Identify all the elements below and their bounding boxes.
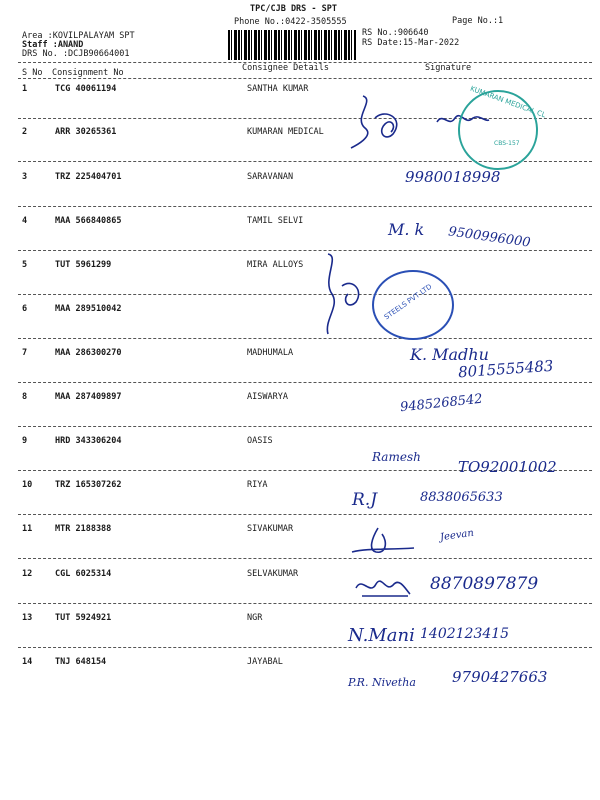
row-consignment: MAA 287409897: [55, 392, 122, 402]
row-consignment: TUT 5961299: [55, 260, 112, 270]
row-consignee: RIYA: [247, 480, 268, 490]
signature-scribble-12: [352, 570, 412, 600]
signature-row-11-text: Jeevan: [439, 527, 475, 544]
medical-stamp-text: KUMARAN MEDICAL CL: [469, 84, 547, 120]
signature-scribble-5: [318, 250, 368, 340]
row-consignment: TUT 5924921: [55, 613, 112, 623]
row-divider: [18, 426, 592, 427]
rs-number: RS No.:906640: [362, 28, 429, 38]
row-sno: 5: [22, 260, 28, 270]
signature-row-7-phone: 8015555483: [457, 356, 554, 382]
signature-row-13-phone: 1402123415: [420, 626, 510, 642]
signature-row-13-name: N.Mani: [348, 625, 415, 646]
row-divider: [18, 338, 592, 339]
row-sno: 9: [22, 436, 28, 446]
row-consignee: MIRA ALLOYS: [247, 260, 304, 270]
col-sno: S No: [22, 68, 43, 78]
alloys-stamp-text: STEELS PVT LTD: [382, 282, 434, 322]
row-consignee: AISWARYA: [247, 392, 288, 402]
signature-scribble-1: [345, 88, 435, 168]
signature-row-4-phone: 9500996000: [447, 224, 532, 251]
signature-row-10-phone: 8838065633: [420, 490, 503, 505]
page-number: Page No.:1: [452, 16, 504, 26]
col-consignment: Consignment No: [52, 68, 124, 78]
row-consignee: NGR: [247, 613, 263, 623]
table-row: [0, 172, 600, 215]
row-consignment: HRD 343306204: [55, 436, 122, 446]
signature-row-8: 9485268542: [399, 391, 484, 416]
row-sno: 13: [22, 613, 33, 623]
signature-row-4-name: M. k: [388, 220, 425, 239]
area-label: Area :KOVILPALAYAM SPT: [22, 31, 135, 41]
row-consignee: SANTHA KUMAR: [247, 84, 309, 94]
rs-date: RS Date:15-Mar-2022: [362, 38, 460, 48]
row-consignee: MADHUMALA: [247, 348, 294, 358]
row-sno: 7: [22, 348, 28, 358]
staff-label: Staff :ANAND: [22, 40, 84, 50]
header-divider-bottom: [18, 78, 592, 79]
row-sno: 12: [22, 569, 33, 579]
row-consignee: SELVAKUMAR: [247, 569, 299, 579]
row-divider: [18, 250, 592, 251]
medical-stamp: [458, 84, 547, 170]
barcode: [228, 30, 356, 60]
signature-scribble-11: [348, 522, 418, 560]
signature-row-10-name: R.J: [352, 490, 378, 510]
row-sno: 3: [22, 172, 28, 182]
col-consignee: Consignee Details: [242, 63, 329, 73]
table-row: [0, 613, 600, 656]
row-sno: 11: [22, 524, 33, 534]
row-consignment: TNJ 648154: [55, 657, 107, 667]
row-consignee: SARAVANAN: [247, 172, 294, 182]
signature-row-14-phone: 9790427663: [452, 668, 548, 686]
row-divider: [18, 558, 592, 559]
table-row: [0, 392, 600, 435]
drs-number: DRS No. :DCJB90664001: [22, 49, 130, 59]
signature-row-12-phone: 8870897879: [430, 574, 539, 594]
row-consignment: MAA 286300270: [55, 348, 122, 358]
table-row: [0, 524, 600, 567]
row-divider: [18, 647, 592, 648]
table-row: [0, 480, 600, 523]
row-consignee: JAYABAL: [247, 657, 283, 667]
row-consignment: MTR 2188388: [55, 524, 112, 534]
row-consignment: TRZ 165307262: [55, 480, 122, 490]
row-consignment: CGL 6025314: [55, 569, 112, 579]
row-consignee: KUMARAN MEDICAL: [247, 127, 324, 137]
row-consignment: MAA 289510042: [55, 304, 122, 314]
row-consignment: TRZ 225404701: [55, 172, 122, 182]
alloys-stamp: [372, 270, 454, 340]
row-divider: [18, 514, 592, 515]
row-divider: [18, 382, 592, 383]
row-consignment: TCG 40061194: [55, 84, 117, 94]
row-consignment: ARR 30265361: [55, 127, 117, 137]
row-sno: 6: [22, 304, 28, 314]
signature-row-3: 9980018998: [405, 168, 501, 186]
table-row: [0, 304, 600, 347]
row-consignment: MAA 566840865: [55, 216, 122, 226]
row-divider: [18, 206, 592, 207]
col-signature: Signature: [425, 63, 472, 73]
table-row: [0, 260, 600, 303]
document-title: TPC/CJB DRS - SPT: [250, 4, 337, 14]
row-sno: 8: [22, 392, 28, 402]
signature-row-9-code: TO92001002: [458, 458, 557, 476]
row-divider: [18, 603, 592, 604]
row-sno: 4: [22, 216, 28, 226]
row-consignee: OASIS: [247, 436, 273, 446]
phone-number: Phone No.:0422-3505555: [234, 17, 347, 27]
signature-row-7-name: K. Madhu: [410, 345, 489, 364]
row-divider: [18, 294, 592, 295]
row-consignee: SIVAKUMAR: [247, 524, 294, 534]
medical-stamp-code: CBS-157: [494, 140, 520, 147]
row-consignee: TAMIL SELVI: [247, 216, 304, 226]
row-sno: 1: [22, 84, 28, 94]
signature-row-9-name: Ramesh: [372, 450, 421, 464]
signature-row-14-name: P.R. Nivetha: [348, 676, 416, 689]
row-sno: 14: [22, 657, 33, 667]
row-sno: 2: [22, 127, 28, 137]
row-sno: 10: [22, 480, 33, 490]
